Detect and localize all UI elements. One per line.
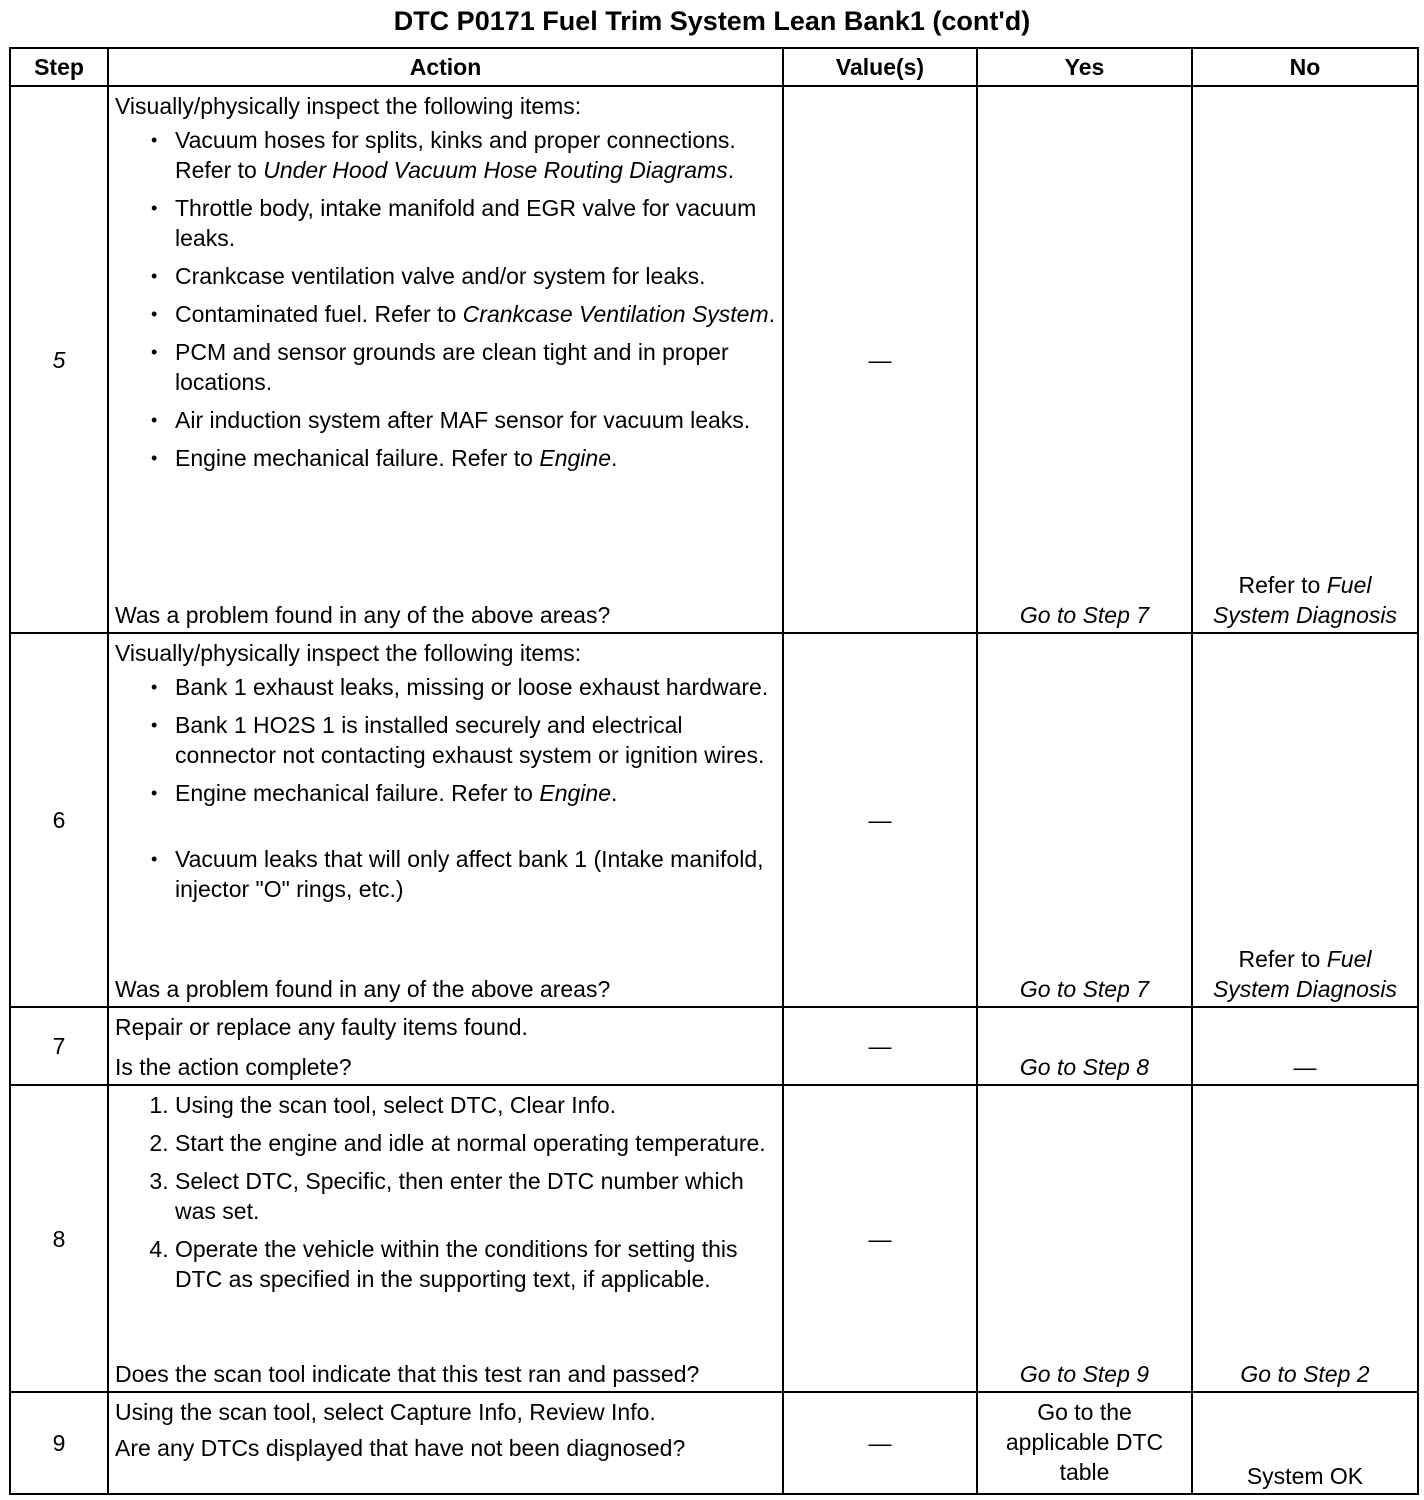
- no-cell: Go to Step 2: [1192, 1085, 1418, 1392]
- list-item: 2. Start the engine and idle at normal operating temperature.: [175, 1128, 776, 1158]
- list-item: • Air induction system after MAF sensor for vacuum leaks.: [175, 405, 776, 435]
- yes-cell: Go to Step 9: [977, 1085, 1192, 1392]
- action-text: Using the scan tool, select Capture Info, Review Info.: [115, 1399, 656, 1425]
- action-numbered-list: [115, 1090, 776, 1294]
- value-cell: —: [783, 633, 977, 1007]
- header-no: No: [1192, 48, 1418, 86]
- action-cell: [108, 86, 783, 633]
- value-cell: —: [783, 86, 977, 633]
- list-item: • Vacuum hoses for splits, kinks and proper connections. Refer to Under Hood Vacuum Hose Routing Diagrams.: [175, 125, 776, 185]
- list-item: • Bank 1 HO2S 1 is installed securely and electrical connector not contacting exhaust system or ignition wires.: [175, 710, 776, 770]
- action-cell: [108, 633, 783, 1007]
- action-question: Was a problem found in any of the above areas?: [115, 602, 611, 628]
- action-cell: [108, 1392, 783, 1494]
- header-action: Action: [108, 48, 783, 86]
- diagnostic-table: [9, 47, 1419, 1495]
- list-item: • Engine mechanical failure. Refer to Engine.: [175, 443, 776, 473]
- step-number: 9: [10, 1392, 108, 1494]
- yes-cell: Go to Step 8: [977, 1007, 1192, 1085]
- no-cell: Refer to Fuel System Diagnosis: [1192, 633, 1418, 1007]
- table-row-step-7: [10, 1007, 1418, 1085]
- step-number: 6: [10, 633, 108, 1007]
- value-cell: —: [783, 1392, 977, 1494]
- header-row: [10, 48, 1418, 86]
- step-number: 5: [10, 86, 108, 633]
- list-item: 4. Operate the vehicle within the conditions for setting this DTC as specified in the supporting text, if applicable.: [175, 1234, 776, 1294]
- action-question: Is the action complete?: [115, 1054, 352, 1080]
- table-row-step-8: [10, 1085, 1418, 1392]
- step-number: 7: [10, 1007, 108, 1085]
- action-text: Repair or replace any faulty items found.: [115, 1014, 528, 1040]
- action-question: Was a problem found in any of the above areas?: [115, 976, 611, 1002]
- value-cell: —: [783, 1007, 977, 1085]
- table-row-step-6: [10, 633, 1418, 1007]
- list-item: • PCM and sensor grounds are clean tight and in proper locations.: [175, 337, 776, 397]
- table-row-step-9: [10, 1392, 1418, 1494]
- value-cell: —: [783, 1085, 977, 1392]
- action-cell: [108, 1085, 783, 1392]
- list-item: • Bank 1 exhaust leaks, missing or loose exhaust hardware.: [175, 672, 776, 702]
- header-values: Value(s): [783, 48, 977, 86]
- step-number: 8: [10, 1085, 108, 1392]
- list-item: • Engine mechanical failure. Refer to Engine.: [175, 778, 776, 808]
- no-cell: System OK: [1192, 1392, 1418, 1494]
- action-question: Are any DTCs displayed that have not been diagnosed?: [115, 1435, 686, 1461]
- action-intro: Visually/physically inspect the following items:: [115, 640, 582, 666]
- yes-cell: Go to the applicable DTC table: [977, 1392, 1192, 1494]
- list-item: • Crankcase ventilation valve and/or system for leaks.: [175, 261, 776, 291]
- yes-cell: Go to Step 7: [977, 86, 1192, 633]
- action-list: [115, 672, 776, 904]
- list-item: • Vacuum leaks that will only affect bank 1 (Intake manifold, injector "O" rings, etc.): [175, 844, 776, 904]
- yes-cell: Go to Step 7: [977, 633, 1192, 1007]
- action-intro: Visually/physically inspect the following items:: [115, 93, 582, 119]
- table-row-step-5: [10, 86, 1418, 633]
- list-item: • Contaminated fuel. Refer to Crankcase Ventilation System.: [175, 299, 776, 329]
- list-item: 3. Select DTC, Specific, then enter the DTC number which was set.: [175, 1166, 776, 1226]
- header-step: Step: [10, 48, 108, 86]
- list-item: 1. Using the scan tool, select DTC, Clear Info.: [175, 1090, 776, 1120]
- no-cell: —: [1192, 1007, 1418, 1085]
- list-item: • Throttle body, intake manifold and EGR valve for vacuum leaks.: [175, 193, 776, 253]
- action-question: Does the scan tool indicate that this test ran and passed?: [115, 1361, 700, 1387]
- action-list: [115, 125, 776, 481]
- page-title: DTC P0171 Fuel Trim System Lean Bank1 (cont'd): [393, 6, 1031, 36]
- no-cell: Refer to Fuel System Diagnosis: [1192, 86, 1418, 633]
- header-yes: Yes: [977, 48, 1192, 86]
- action-cell: [108, 1007, 783, 1085]
